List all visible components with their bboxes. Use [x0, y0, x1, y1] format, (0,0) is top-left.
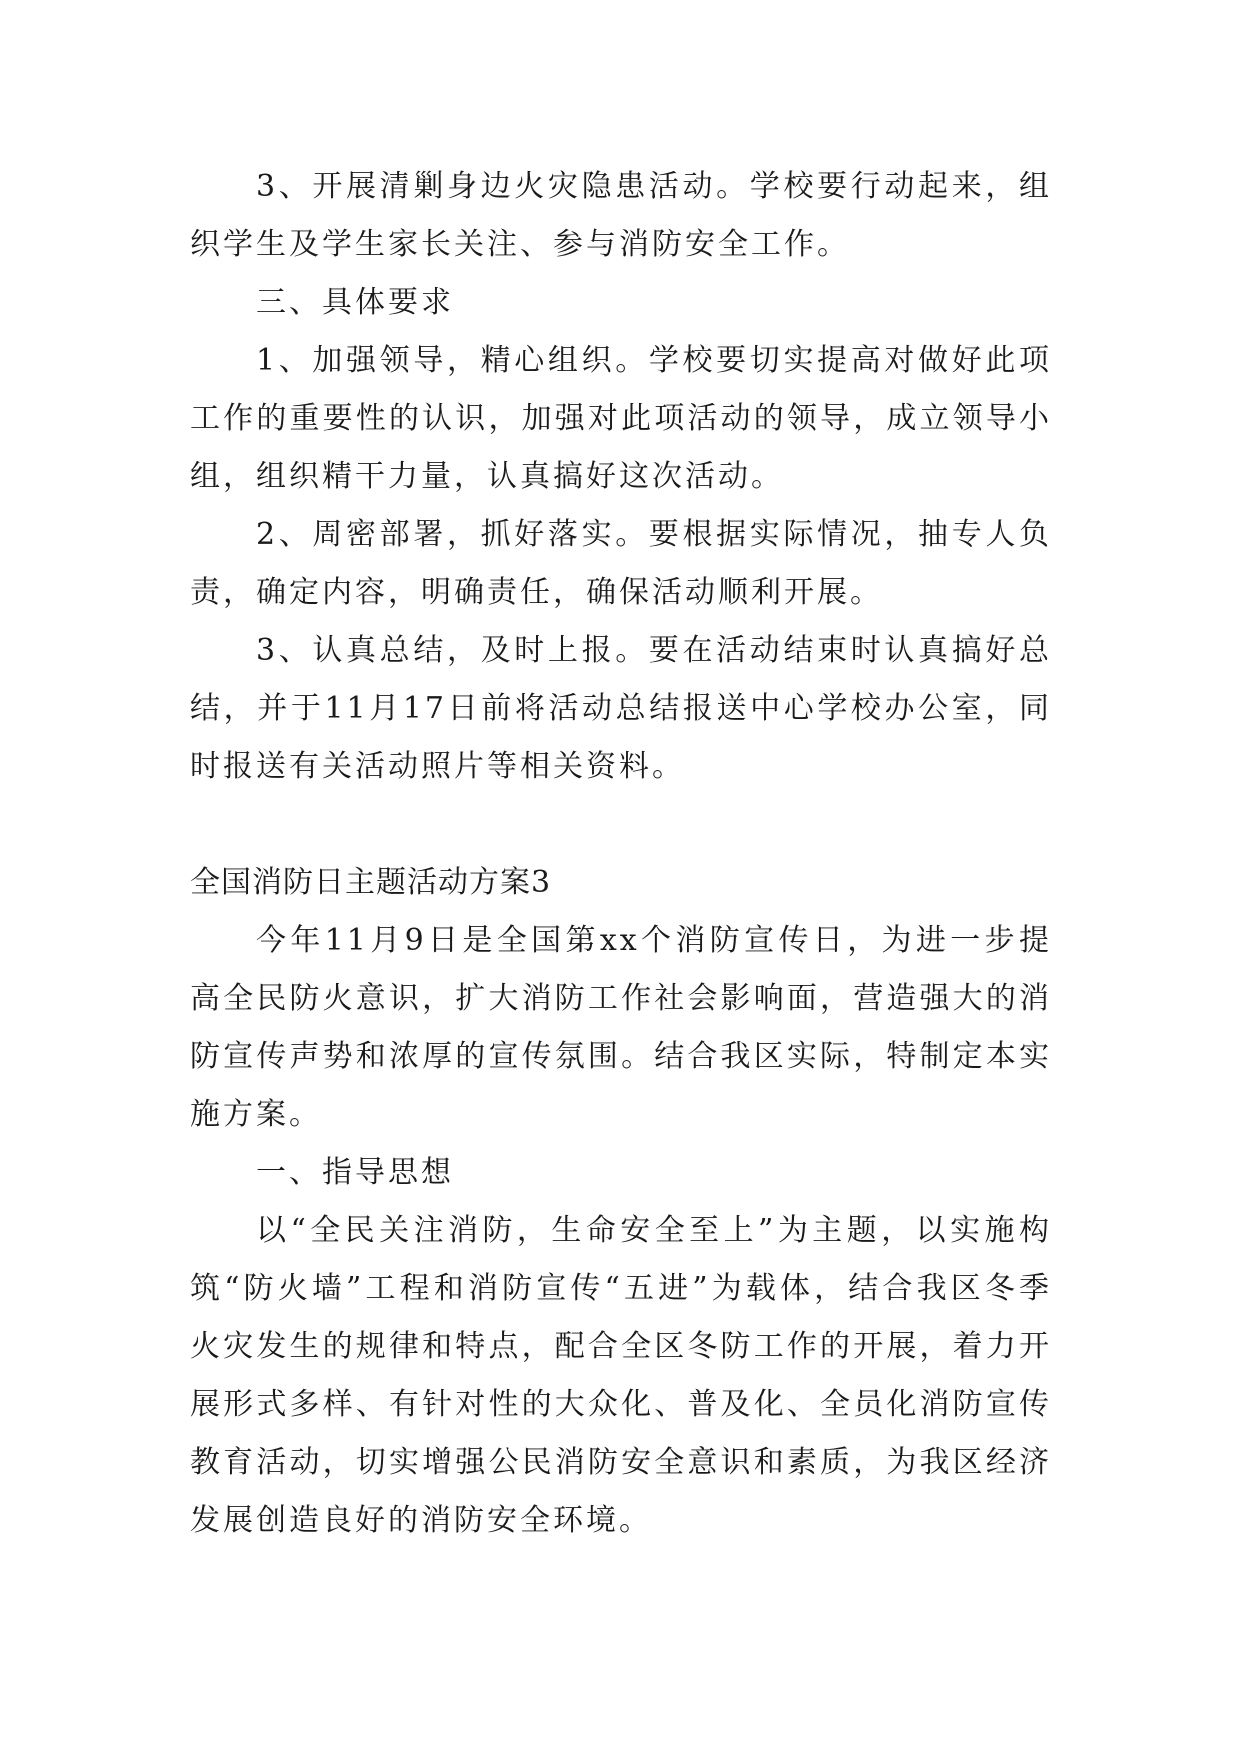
section-heading-specific-requirements: 三、具体要求 — [256, 285, 454, 320]
paragraph-requirement-1: 1、加强领导，精心组织。学校要切实提高对做好此项工作的重要性的认识，加强对此项活动的领导，成立领导小组，组织精干力量，认真搞好这次活动。 — [190, 343, 1052, 494]
paragraph-item-3-hazard-activity: 3、开展清剿身边火灾隐患活动。学校要行动起来，组织学生及学生家长关注、参与消防安全工作。 — [190, 169, 1052, 262]
paragraph-requirement-3: 3、认真总结，及时上报。要在活动结束时认真搞好总结，并于11月17日前将活动总结报送中心学校办公室，同时报送有关活动照片等相关资料。 — [190, 633, 1052, 784]
section-title: 全国消防日主题活动方案3 — [190, 865, 552, 900]
paragraph-guiding-ideology: 以“全民关注消防，生命安全至上”为主题，以实施构筑“防火墙”工程和消防宣传“五进”为载体，结合我区冬季火灾发生的规律和特点，配合全区冬防工作的开展，着力开展形式多样、有针对性的大众化、普及化、全员化消防宣传教育活动，切实增强公民消防安全意识和素质，为我区经济发展创造良好的消防安全环境。 — [190, 1213, 1052, 1538]
paragraph-intro: 今年11月9日是全国第xx个消防宣传日，为进一步提高全民防火意识，扩大消防工作社会影响面，营造强大的消防宣传声势和浓厚的宣传氛围。结合我区实际，特制定本实施方案。 — [190, 923, 1052, 1132]
paragraph-requirement-2: 2、周密部署，抓好落实。要根据实际情况，抽专人负责，确定内容，明确责任，确保活动顺利开展。 — [190, 517, 1052, 610]
document-body — [190, 158, 1052, 1550]
section-heading-guiding-ideology: 一、指导思想 — [256, 1155, 454, 1190]
blank-line — [190, 796, 1052, 854]
